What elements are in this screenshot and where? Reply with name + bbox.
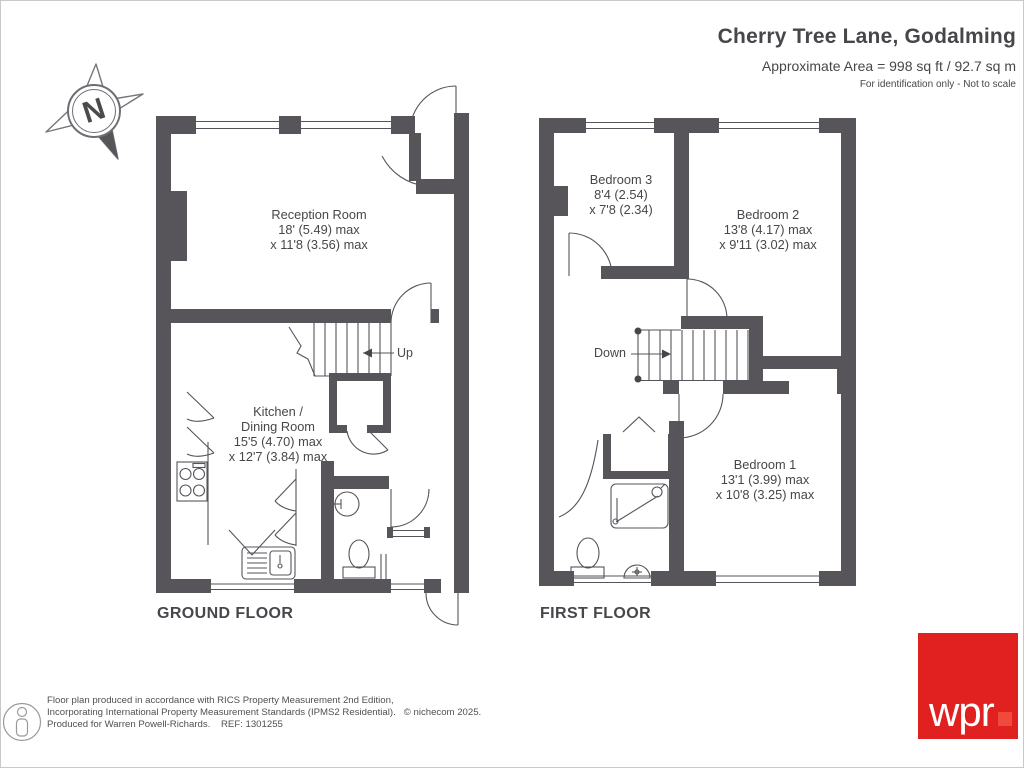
identification-note: For identification only - Not to scale [859, 79, 1016, 90]
person-icon [3, 698, 43, 748]
approximate-area: Approximate Area = 998 sq ft / 92.7 sq m [761, 58, 1016, 74]
footer-line-3: Produced for Warren Powell-Richards. REF: 1301255 [47, 719, 283, 731]
page-title: Cherry Tree Lane, Godalming [717, 25, 1016, 48]
bedroom3-label: Bedroom 3 8'4 (2.54) x 7'8 (2.34) [589, 172, 653, 217]
first-stairs [631, 330, 758, 381]
footer-disclaimer [47, 695, 481, 732]
ground-floor-name: GROUND FLOOR [157, 605, 294, 622]
first-floor-plan [536, 104, 876, 639]
wpr-logo-text: wpr [929, 688, 994, 735]
bedroom2-label: Bedroom 2 13'8 (4.17) max x 9'11 (3.02) max [719, 207, 817, 252]
bathroom-fixtures [571, 484, 668, 578]
stairs-down-label: Down [594, 346, 626, 360]
compass-icon [41, 56, 151, 171]
reception-room-label: Reception Room 18' (5.49) max x 11'8 (3.56) max [270, 207, 368, 252]
wpr-logo-dot [998, 712, 1012, 726]
first-floor-name: FIRST FLOOR [540, 605, 652, 622]
up-arrow-head [363, 349, 372, 358]
ground-stairs [289, 323, 394, 376]
stairs-up-label: Up [397, 346, 413, 360]
stair-rail-dot [635, 328, 642, 335]
down-arrow-head [662, 350, 671, 359]
compass-north-label: N [78, 91, 110, 131]
header [718, 25, 1016, 90]
footer-line-1: Floor plan produced in accordance with RICS Property Measurement 2nd Edition, [47, 695, 394, 706]
ground-windows [196, 116, 424, 593]
wc-fixtures [334, 492, 386, 579]
stair-rail-dot [635, 376, 642, 383]
wpr-logo [918, 633, 1018, 739]
kitchen-dining-label: Kitchen / Dining Room 15'5 (4.70) max x 12'7 (3.84) max [228, 404, 328, 464]
footer-line-2: Incorporating International Property Measurement Standards (IPMS2 Residential). © nichecom 2025. [47, 707, 482, 719]
bedroom1-label: Bedroom 1 13'1 (3.99) max x 10'8 (3.25) max [715, 457, 815, 502]
ground-floor-plan [151, 79, 483, 639]
